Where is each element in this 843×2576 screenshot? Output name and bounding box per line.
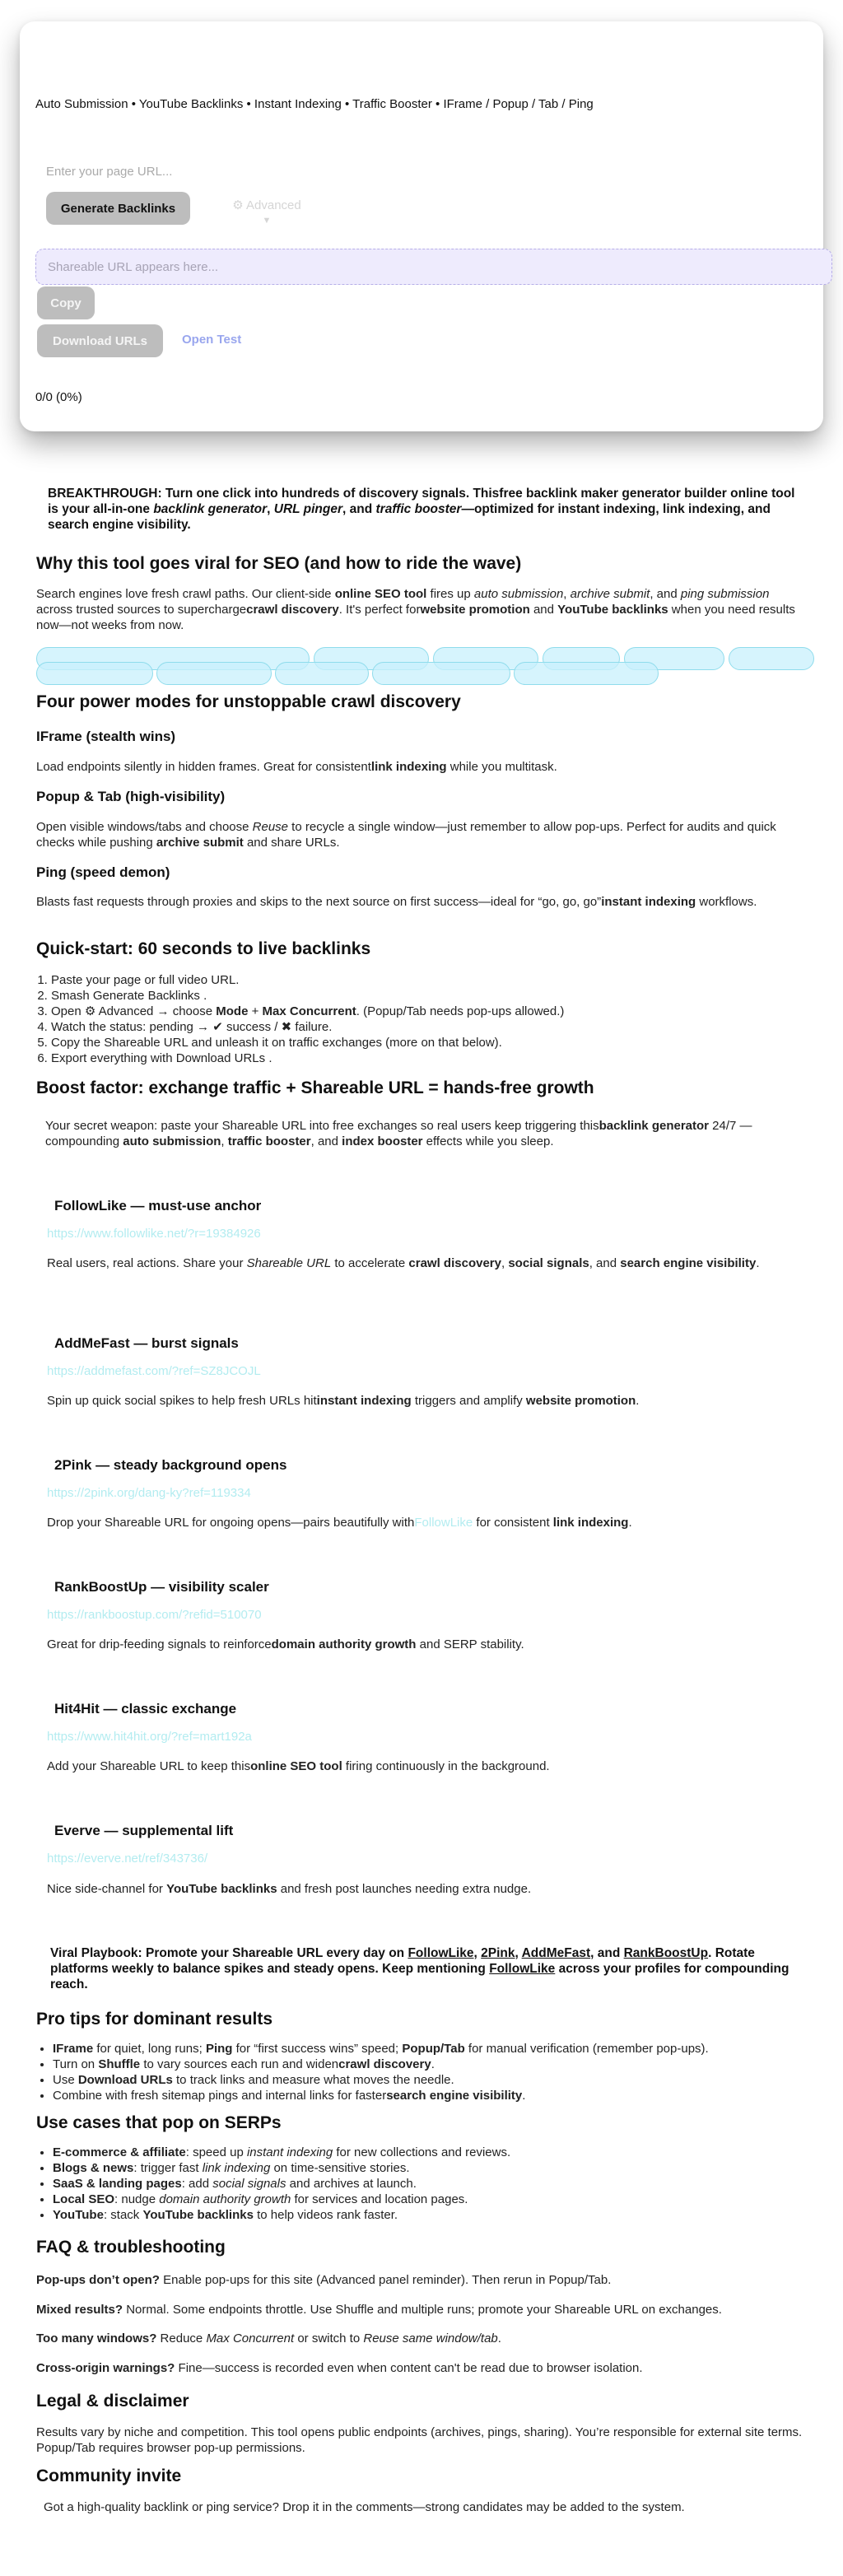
text: fires up (426, 587, 474, 601)
text: : nudge (114, 2192, 160, 2206)
text: 24/7 —compounding (45, 1119, 752, 1148)
protip-item (53, 2088, 818, 2103)
text: social signals (212, 2177, 286, 2191)
keyword-chip[interactable] (514, 662, 659, 685)
keyword-chip[interactable] (372, 662, 510, 685)
boost-paragraph (45, 1118, 803, 1149)
community-text: Got a high-quality backlink or ping service? Drop it in the comments—strong candidates may be added to the system. (44, 2500, 685, 2514)
section-title-community: Community invite (36, 2467, 182, 2485)
text: traffic booster (375, 502, 462, 516)
mode-desc-ping (36, 894, 802, 910)
exchange-desc-rankboostup (47, 1637, 788, 1652)
text: . (628, 1516, 632, 1530)
legal-text: Results vary by niche and competition. This tool opens public endpoints (archives, pings, sharing). You’re responsible for external site terms. Popup/Tab requires browser pop-up permissions. (36, 2425, 803, 2455)
exchange-link-followlike[interactable]: https://www.followlike.net/?r=19384926 (47, 1227, 261, 1241)
text: firing continuously in the background. (342, 1759, 550, 1773)
text: domain authority growth (271, 1637, 417, 1651)
exchange-title-addmefast: AddMeFast — burst signals (54, 1335, 239, 1351)
text: search engine visibility (620, 1256, 757, 1270)
text: Great for drip-feeding signals to reinforce (47, 1637, 272, 1651)
text: link indexing (552, 1516, 629, 1530)
text: and unleash it on traffic exchanges (more on that below). (191, 1036, 502, 1050)
mode-title-popup: Popup & Tab (high-visibility) (36, 789, 226, 804)
quickstart-step (51, 1004, 817, 1019)
text: crawl discovery (338, 2057, 431, 2071)
exchange-desc-followlike (47, 1255, 788, 1271)
text: Use (53, 2073, 78, 2087)
usecase-item (53, 2160, 818, 2176)
text: Nice side-channel for (47, 1882, 167, 1896)
text: Open visible windows/tabs and choose (36, 820, 253, 834)
text: Ping (205, 2042, 233, 2056)
exchange-title-hit4hit: Hit4Hit — classic exchange (54, 1701, 237, 1717)
text: . Rotate platforms weekly to balance spikes and steady opens. Keep mentioning (50, 1946, 755, 1976)
text: . (522, 2089, 526, 2103)
section-title-protips: Pro tips for dominant results (36, 2010, 273, 2029)
exchange-link-rankboostup[interactable]: https://rankboostup.com/?refid=510070 (47, 1608, 262, 1622)
text: YouTube backlinks (557, 603, 668, 617)
text: : speed up (185, 2145, 247, 2159)
text: and (529, 603, 558, 617)
exchange-title-rankboostup: RankBoostUp — visibility scaler (54, 1579, 269, 1595)
text: Local SEO (53, 2192, 115, 2206)
text: URL pinger (273, 502, 343, 516)
backlink-tool-card (20, 21, 823, 431)
exchange-desc-hit4hit (47, 1758, 788, 1774)
text: while you multitask. (446, 760, 557, 774)
faq-answer: Reduce (156, 2331, 207, 2345)
exchange-link-everve[interactable]: https://everve.net/ref/343736/ (47, 1852, 208, 1866)
text: auto submission (473, 587, 564, 601)
text: : stack (103, 2208, 143, 2222)
text: Generate Backlinks (92, 989, 204, 1003)
text: , and (650, 587, 681, 601)
text: and SERP stability. (416, 1637, 524, 1651)
text: Max Concurrent (262, 1004, 356, 1018)
text: Download URLs (175, 1051, 269, 1065)
text: YouTube backlinks (166, 1882, 277, 1896)
protips-list (20, 2041, 818, 2103)
breakthrough-text (48, 486, 805, 533)
section-title-modes: Four power modes for unstoppable crawl discovery (36, 692, 461, 711)
text: —optimized for instant indexing, link indexing, and search engine visibility. (48, 502, 771, 532)
breakthrough-callout (36, 486, 810, 533)
text: IFrame (53, 2042, 94, 2056)
exchange-link-addmefast[interactable]: https://addmefast.com/?ref=SZ8JCOJL (47, 1364, 261, 1378)
text: , (267, 502, 274, 516)
keyword-chip[interactable] (156, 662, 272, 685)
section-title-why: Why this tool goes viral for SEO (and how to ride the wave) (36, 554, 522, 573)
download-urls-button[interactable]: Download URLs (37, 324, 163, 357)
text: Download URLs (77, 2073, 173, 2087)
text: Your secret weapon: paste your Shareable URL into free exchanges so real users keep triggering this (45, 1119, 599, 1133)
section-title-legal: Legal & disclaimer (36, 2392, 189, 2411)
text: , and (589, 1256, 621, 1270)
text: domain authority growth (159, 2192, 291, 2206)
text: to accelerate (331, 1256, 409, 1270)
text: online SEO tool (250, 1759, 342, 1773)
text: on time-sensitive stories. (270, 2161, 410, 2175)
copy-button[interactable]: Copy (37, 286, 95, 319)
text: backlink generator (598, 1119, 710, 1133)
text: and archives at launch. (286, 2177, 417, 2191)
usecase-item (53, 2192, 818, 2207)
text: , (501, 1256, 509, 1270)
mode-title-ping: Ping (speed demon) (36, 864, 170, 880)
section-title-boost: Boost factor: exchange traffic + Shareable URL = hands-free growth (36, 1078, 594, 1097)
text: Drop your Shareable URL for ongoing opens—pairs beautifully with (47, 1516, 415, 1530)
text: Shuffle (98, 2057, 141, 2071)
text: Open (51, 1004, 85, 1018)
tool-tagline: Auto Submission • YouTube Backlinks • Instant Indexing • Traffic Booster • IFrame / Popup / Tab / Ping (35, 97, 594, 111)
keyword-chip[interactable] (36, 662, 153, 685)
text: for new collections and reviews. (333, 2145, 511, 2159)
viral-playbook-callout (50, 1945, 791, 1992)
text: BREAKTHROUGH: Turn one click into hundreds of discovery signals. Thisfree backlink maker generator builder online tool is your all-in-one (48, 487, 795, 516)
text: online SEO tool (334, 587, 427, 601)
text: Real users, real actions. Share your (47, 1256, 247, 1270)
text: E-commerce & affiliate (53, 2145, 186, 2159)
shareable-url-field[interactable] (35, 249, 832, 285)
text: for quiet, long runs; (93, 2042, 206, 2056)
text: website promotion (420, 603, 530, 617)
text: : add (181, 2177, 213, 2191)
mode-title-iframe: IFrame (stealth wins) (36, 729, 176, 744)
faq-item (36, 2360, 802, 2376)
exchange-desc-everve (47, 1881, 788, 1897)
text: across your profiles for compounding reach. (50, 1962, 789, 1991)
text: Max Concurrent (206, 2331, 295, 2345)
text: Load endpoints silently in hidden frames. Great for consistent (36, 760, 371, 774)
text: Add your Shareable URL to keep this (47, 1759, 251, 1773)
faq-item (36, 2302, 802, 2317)
text: → choose (156, 1004, 217, 1018)
text: , and (342, 502, 376, 516)
quickstart-steps (18, 972, 817, 1066)
section-title-quickstart: Quick-start: 60 seconds to live backlinks (36, 939, 371, 958)
text: archive submit (156, 836, 244, 850)
text: for “first success wins” speed; (232, 2042, 403, 2056)
text: triggers and amplify (411, 1394, 526, 1408)
faq-answer: Fine—success is recorded even when content can't be read due to browser isolation. (175, 2361, 643, 2375)
text: search engine visibility (386, 2089, 523, 2103)
text: . (203, 989, 207, 1003)
faq-answer: Normal. Some endpoints throttle. Use Shuffle and multiple runs; promote your Shareable URL on exchanges. (123, 2303, 722, 2317)
followlike-link[interactable]: FollowLike, (408, 1946, 477, 1960)
text: website promotion (525, 1394, 636, 1408)
faq-item (36, 2272, 802, 2288)
exchange-link-hit4hit[interactable]: https://www.hit4hit.org/?ref=mart192a (47, 1730, 252, 1744)
text: for manual verification (remember pop-ups). (464, 2042, 709, 2056)
advanced-toggle[interactable] (217, 198, 316, 229)
text: instant indexing (316, 1394, 412, 1408)
faq-question: Mixed results? (36, 2303, 123, 2317)
section-title-usecases: Use cases that pop on SERPs (36, 2113, 282, 2132)
text: . (636, 1394, 640, 1408)
text: Turn on (53, 2057, 99, 2071)
text: backlink generator (153, 502, 268, 516)
keyword-chip[interactable] (729, 647, 814, 670)
text: traffic booster (227, 1134, 311, 1148)
page-url-input[interactable] (44, 157, 377, 185)
text: Popup/Tab (402, 2042, 465, 2056)
text: link indexing (202, 2161, 271, 2175)
mode-desc-iframe (36, 759, 802, 775)
text: Paste your page or full video URL. (51, 973, 240, 987)
text: , (563, 587, 571, 601)
text: Watch the status: (51, 1020, 150, 1034)
text: YouTube backlinks (142, 2208, 254, 2222)
usecase-item (53, 2207, 818, 2223)
text: ⚙ Advanced (84, 1004, 157, 1018)
text: ping submission (680, 587, 770, 601)
text: when you need results now—not weeks from now. (36, 603, 795, 632)
exchange-title-2pink: 2Pink — steady background opens (54, 1457, 287, 1473)
text: , (515, 1946, 522, 1960)
text: . (431, 2057, 435, 2071)
text: Reuse same window/tab (363, 2331, 498, 2345)
rankboostup-link[interactable]: RankBoostUp (623, 1946, 709, 1960)
followlike-link[interactable]: FollowLike (489, 1962, 556, 1976)
keyword-chip-cloud (36, 647, 827, 688)
exchange-title-everve: Everve — supplemental lift (54, 1823, 234, 1838)
text: Mode (216, 1004, 249, 1018)
faq-question: Cross-origin warnings? (36, 2361, 175, 2375)
text: for consistent (473, 1516, 553, 1530)
text: . (Popup/Tab needs pop-ups allowed.) (356, 1004, 565, 1018)
text: to help videos rank faster. (253, 2208, 398, 2222)
text: SaaS & landing pages (53, 2177, 182, 2191)
exchange-title-followlike: FollowLike — must-use anchor (54, 1198, 262, 1213)
text: crawl discovery (246, 603, 339, 617)
text: , and (590, 1946, 624, 1960)
protip-item (53, 2057, 818, 2072)
quickstart-step (51, 1035, 817, 1050)
exchange-link-2pink[interactable]: https://2pink.org/dang-ky?ref=119334 (47, 1486, 251, 1500)
followlike-inline-link[interactable]: FollowLike (414, 1516, 473, 1530)
text: Blasts fast requests through proxies and skips to the next source on first success—ideal for “go, go, go” (36, 895, 602, 909)
text: . (497, 2331, 501, 2345)
text: and fresh post launches needing extra nudge. (277, 1882, 532, 1896)
protip-item (53, 2041, 818, 2057)
faq-question: Too many windows? (36, 2331, 157, 2345)
text: link indexing (370, 760, 447, 774)
text: Viral Playbook: Promote your Shareable URL every day on (50, 1946, 408, 1960)
usecases-list (20, 2145, 818, 2223)
quickstart-step (51, 988, 817, 1004)
text: to recycle a single window—just remember to allow pop-ups. Perfect for audits and quick checks while pushing (36, 820, 776, 850)
usecase-item (53, 2176, 818, 2192)
mode-desc-popup (36, 819, 802, 850)
text: YouTube (53, 2208, 104, 2222)
text: effects while you sleep. (422, 1134, 554, 1148)
text: Shareable URL (246, 1256, 332, 1270)
2pink-link[interactable]: 2Pink (481, 1946, 515, 1960)
text: crawl discovery (408, 1256, 501, 1270)
text: + (248, 1004, 263, 1018)
chevron-down-icon: ▼ (262, 216, 272, 226)
text: Spin up quick social spikes to help fresh URLs hit (47, 1394, 317, 1408)
exchange-desc-2pink (47, 1515, 788, 1530)
text: to vary sources each run and widen (140, 2057, 339, 2071)
advanced-label: ⚙ Advanced (232, 198, 301, 212)
quickstart-step (51, 1019, 817, 1035)
text: and share URLs. (243, 836, 340, 850)
text: instant indexing (601, 895, 696, 909)
text: . (756, 1256, 760, 1270)
text: pending → ✔ success / ✖ failure. (149, 1020, 333, 1034)
faq-answer: Enable pop-ups for this site (Advanced panel reminder). Then rerun in Popup/Tab. (159, 2273, 612, 2287)
progress-counter: 0/0 (0%) (35, 390, 82, 404)
open-test-link[interactable]: Open Test (182, 333, 242, 347)
text: Smash (51, 989, 93, 1003)
faq-item (36, 2331, 802, 2346)
text: auto submission (123, 1134, 221, 1148)
text: . It's perfect for (338, 603, 421, 617)
text: to track links and measure what moves the needle. (172, 2073, 454, 2087)
text: index booster (342, 1134, 423, 1148)
text: across trusted sources to supercharge (36, 603, 247, 617)
generate-backlinks-button[interactable]: Generate Backlinks (46, 192, 190, 225)
text: for services and location pages. (291, 2192, 468, 2206)
text: : trigger fast (133, 2161, 203, 2175)
text: Blogs & news (53, 2161, 134, 2175)
protip-item (53, 2072, 818, 2088)
section-title-faq: FAQ & troubleshooting (36, 2238, 226, 2257)
text: Export everything with (51, 1051, 176, 1065)
text: , (221, 1134, 228, 1148)
text: workflows. (696, 895, 757, 909)
addmefast-link[interactable]: AddMeFast (521, 1946, 591, 1960)
faq-question: Pop-ups don’t open? (36, 2273, 160, 2287)
keyword-chip[interactable] (275, 662, 369, 685)
quickstart-step (51, 1050, 817, 1066)
text: social signals (508, 1256, 589, 1270)
text: Combine with fresh sitemap pings and internal links for faster (53, 2089, 387, 2103)
text: instant indexing (246, 2145, 333, 2159)
text: Search engines love fresh crawl paths. Our client-side (36, 587, 335, 601)
text: Shareable URL (104, 1036, 192, 1050)
text: , and (310, 1134, 342, 1148)
text: archive submit (570, 587, 650, 601)
usecase-item (53, 2145, 818, 2160)
text: Reuse (252, 820, 289, 834)
exchange-desc-addmefast (47, 1393, 788, 1409)
text: or switch to (294, 2331, 364, 2345)
text: Copy the (51, 1036, 105, 1050)
quickstart-step (51, 972, 817, 988)
text: . (268, 1051, 272, 1065)
why-paragraph (36, 586, 802, 633)
